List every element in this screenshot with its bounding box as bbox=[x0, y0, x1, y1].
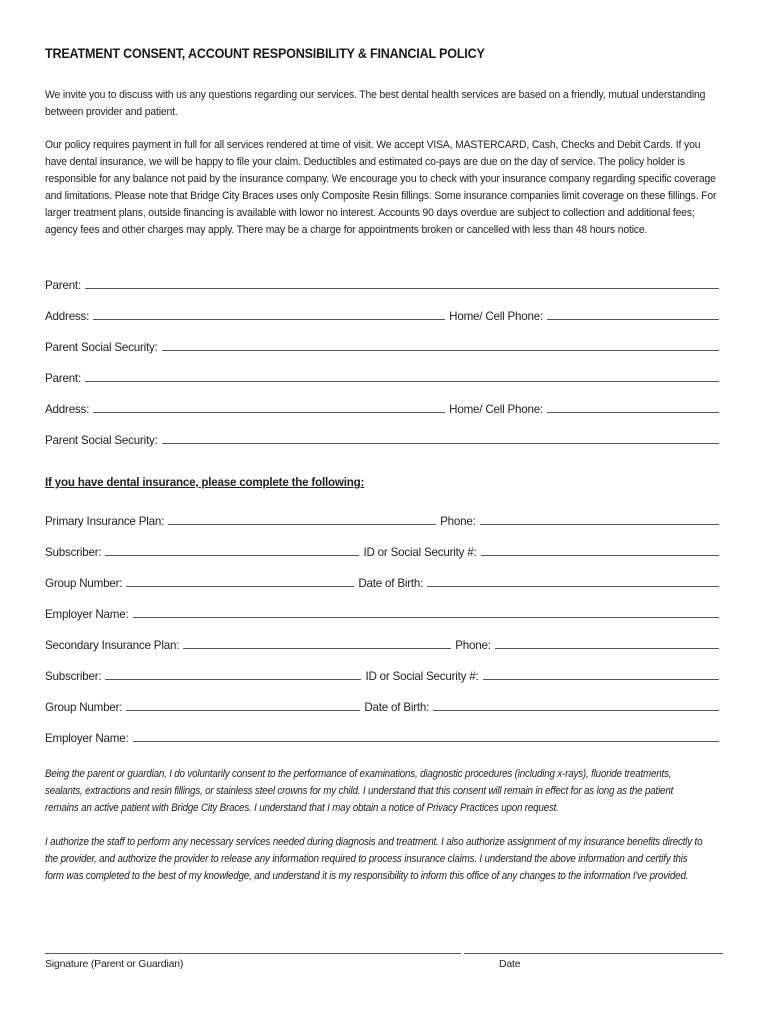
subscriber-2-field[interactable] bbox=[105, 679, 361, 680]
address-2-field[interactable] bbox=[93, 412, 445, 413]
subscriber-1-label: Subscriber: bbox=[45, 546, 102, 559]
parent-2-label: Parent: bbox=[45, 372, 81, 385]
employer-1-label: Employer Name: bbox=[45, 608, 129, 621]
employer-2-field[interactable] bbox=[133, 741, 719, 742]
dob-1-field[interactable] bbox=[427, 586, 719, 587]
address-2-row bbox=[45, 400, 723, 416]
subscriber-2-label: Subscriber: bbox=[45, 670, 102, 683]
address-1-label: Address: bbox=[45, 310, 90, 323]
address-1-field[interactable] bbox=[93, 319, 445, 320]
parent-2-field[interactable] bbox=[85, 381, 719, 382]
primary-phone-label: Phone: bbox=[440, 515, 476, 528]
subscriber-1-row bbox=[45, 543, 723, 559]
signature-field[interactable] bbox=[45, 953, 461, 954]
parent-1-field[interactable] bbox=[85, 288, 719, 289]
parent-2-row bbox=[45, 369, 723, 385]
group-number-2-label: Group Number: bbox=[45, 701, 123, 714]
consent-paragraph-1: Being the parent or guardian, I do voluntarily consent to the performance of examinations, diagnostic procedures (including x-rays), fluoride treatments, sealants, extractions and resin fillings, or stainless steel crowns for my child. I understand that this consent will remain in effect for as long as the patient remains an active patient with Bridge City Braces. I understand that I may obtain a notice of Privacy Practices upon request. bbox=[45, 768, 674, 814]
primary-plan-row bbox=[45, 512, 723, 528]
group-number-1-row bbox=[45, 574, 723, 590]
parent-1-row bbox=[45, 276, 723, 292]
primary-phone-field[interactable] bbox=[480, 524, 719, 525]
parent-ss-1-label: Parent Social Security: bbox=[45, 341, 158, 354]
address-2-label: Address: bbox=[45, 403, 90, 416]
date-field[interactable] bbox=[464, 953, 723, 954]
group-number-2-field[interactable] bbox=[126, 710, 360, 711]
employer-1-row bbox=[45, 605, 723, 621]
dob-2-label: Date of Birth: bbox=[364, 701, 430, 714]
group-number-1-field[interactable] bbox=[126, 586, 354, 587]
parent-1-label: Parent: bbox=[45, 279, 81, 292]
parent-ss-1-row bbox=[45, 338, 723, 354]
form-title: TREATMENT CONSENT, ACCOUNT RESPONSIBILITY & FINANCIAL POLICY bbox=[45, 46, 485, 61]
parent-ss-2-row bbox=[45, 431, 723, 447]
home-cell-phone-2-label: Home/ Cell Phone: bbox=[449, 403, 544, 416]
primary-plan-label: Primary Insurance Plan: bbox=[45, 515, 165, 528]
group-number-1-label: Group Number: bbox=[45, 577, 123, 590]
insurance-heading: If you have dental insurance, please complete the following: bbox=[45, 476, 365, 489]
secondary-plan-field[interactable] bbox=[183, 648, 451, 649]
primary-plan-field[interactable] bbox=[168, 524, 436, 525]
employer-2-row bbox=[45, 729, 723, 745]
secondary-phone-field[interactable] bbox=[495, 648, 719, 649]
secondary-plan-label: Secondary Insurance Plan: bbox=[45, 639, 180, 652]
secondary-plan-row bbox=[45, 636, 723, 652]
parent-ss-2-field[interactable] bbox=[162, 443, 719, 444]
parent-ss-1-field[interactable] bbox=[162, 350, 719, 351]
dob-2-field[interactable] bbox=[433, 710, 719, 711]
policy-paragraph: Our policy requires payment in full for all services rendered at time of visit. We accept VISA, MASTERCARD, Cash, Checks and Debit Cards. If you have dental insurance, we will be happy to file your claim. Deductibles and estimated co-pays are due on the day of service. The policy holder is responsible for any balance not paid by the insurance company. We encourage you to check with your insurance company regarding specific coverage and limitations. Please note that Bridge City Braces uses only Composite Resin fillings. Some insurance companies limit coverage on these fillings. For larger treatment plans, outside financing is available with lowor no interest. Accounts 90 days overdue are subject to collection and additional fees; agency fees and other charges may apply. There may be a charge for appointments broken or cancelled with less than 48 hours notice. bbox=[45, 139, 717, 236]
subscriber-1-field[interactable] bbox=[105, 555, 359, 556]
employer-2-label: Employer Name: bbox=[45, 732, 129, 745]
id-ss-2-field[interactable] bbox=[483, 679, 719, 680]
group-number-2-row bbox=[45, 698, 723, 714]
intro-paragraph: We invite you to discuss with us any questions regarding our services. The best dental health services are based on a friendly, mutual understanding between provider and patient. bbox=[45, 89, 706, 118]
id-ss-1-label: ID or Social Security #: bbox=[363, 546, 477, 559]
subscriber-2-row bbox=[45, 667, 723, 683]
home-cell-phone-2-field[interactable] bbox=[547, 412, 719, 413]
dob-1-label: Date of Birth: bbox=[358, 577, 424, 590]
address-1-row bbox=[45, 307, 723, 323]
id-ss-2-label: ID or Social Security #: bbox=[365, 670, 479, 683]
parent-ss-2-label: Parent Social Security: bbox=[45, 434, 158, 447]
home-cell-phone-1-field[interactable] bbox=[547, 319, 719, 320]
employer-1-field[interactable] bbox=[133, 617, 719, 618]
signature-label: Signature (Parent or Guardian) bbox=[45, 958, 184, 970]
id-ss-1-field[interactable] bbox=[481, 555, 719, 556]
secondary-phone-label: Phone: bbox=[455, 639, 491, 652]
date-label: Date bbox=[499, 958, 521, 970]
home-cell-phone-1-label: Home/ Cell Phone: bbox=[449, 310, 544, 323]
consent-paragraph-2: I authorize the staff to perform any necessary services needed during diagnosis and treatment. I also authorize assignment of my insurance benefits directly to the provider, and authorize the provider to release any information required to process insurance claims. I understand the above information and certify this form was completed to the best of my knowledge, and understand it is my responsibility to inform this office of any changes to the information I've provided. bbox=[45, 836, 703, 882]
